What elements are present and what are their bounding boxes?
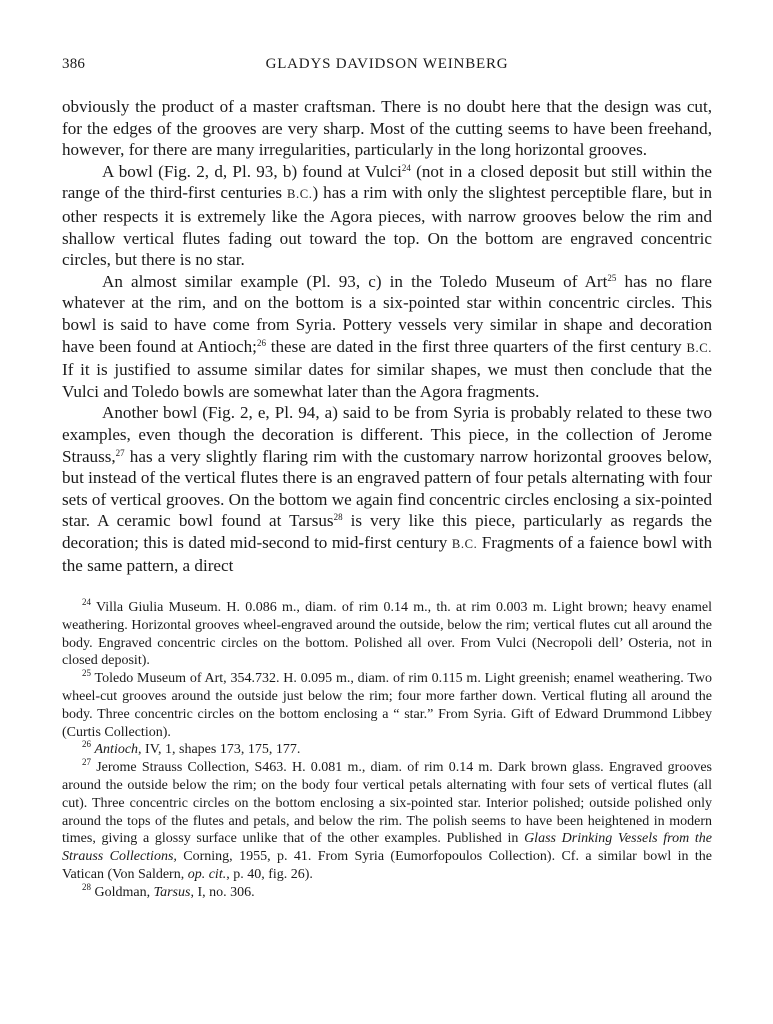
footnote-27 <box>62 759 712 884</box>
footnotes <box>62 599 712 902</box>
footnote-text: , p. 40, fig. 26). <box>226 867 313 883</box>
footnote-text: Toledo Museum of Art, 354.732. H. 0.095 m., diam. of rim 0.115 m. Light greenish; enamel weathering. Two wheel-cut grooves around the outside just below the rim; four more farther down. Vertical fluting all around the body. Three concentric circles on the bottom enclosing a “ star.” From Syria. Gift of Edward Drummond Libbey (Curtis Collection). <box>62 671 712 740</box>
footnote-28 <box>62 881 712 902</box>
footnote-title: Glass Drinking Vessels from the Strauss Collections, <box>62 831 712 865</box>
footnote-26 <box>62 741 712 759</box>
footnote-24 <box>62 599 712 670</box>
footnote-text: Goldman, <box>91 884 154 900</box>
page <box>62 56 712 902</box>
footnote-25 <box>62 670 712 741</box>
footnote-text: , I, no. 306. <box>190 884 255 900</box>
footnote-number: 25 <box>82 668 91 679</box>
paragraph-2 <box>62 161 712 271</box>
footnote-number: 27 <box>82 757 91 768</box>
running-head: GLADYS DAVIDSON WEINBERG <box>265 56 509 72</box>
footnote-ref-26[interactable]: 26 <box>256 337 266 348</box>
paragraph-4-part-d: Fragments of a faience bowl with the same pattern, a direct <box>62 532 712 576</box>
footnote-text: Corning, 1955, p. 41. From Syria (Eumorfopoulos Collection). Cf. a similar bowl in the Vatican (Von Saldern, <box>62 849 712 883</box>
era-abbrev: B.C. <box>686 340 712 355</box>
paragraph-2-part-a: A bowl (Fig. 2, d, Pl. 93, b) found at Vulci <box>102 161 402 181</box>
paragraph-2-part-b: (not in a closed deposit but still within the range of the third-first centuries <box>62 161 712 203</box>
footnote-number: 26 <box>82 739 91 750</box>
footnote-title: Antioch <box>94 742 139 758</box>
body-text <box>62 96 712 577</box>
paragraph-4-part-a: Another bowl (Fig. 2, e, Pl. 94, a) said to be from Syria is probably related to these two examples, even though the decoration is different. This piece, in the collection of Jerome Strauss, <box>62 403 712 466</box>
footnote-ref-27[interactable]: 27 <box>115 447 125 458</box>
paragraph-4-part-c: is very like this piece, particularly as regards the decoration; this is dated mid-second to mid-first century <box>62 511 712 552</box>
paragraph-4 <box>62 402 712 577</box>
era-abbrev: B.C. <box>451 536 478 551</box>
paragraph-3-part-b: has no flare whatever at the rim, and on the bottom is a six-pointed star within concentric circles. This bowl is said to have come from Syria. Pottery vessels very similar in shape and decoration have been found at Antioch; <box>62 271 712 356</box>
paragraph-4-part-b: has a very slightly flaring rim with the customary narrow horizontal grooves below, but instead of the vertical flutes there is an engraved pattern of four petals alternating with four sets of vertical grooves. On the bottom we again find concentric circles enclosing a six-pointed star. A ceramic bowl found at Tarsus <box>62 446 712 531</box>
era-abbrev: B.C. <box>287 187 313 202</box>
footnote-ref-25[interactable]: 25 <box>607 272 617 283</box>
footnote-text: , IV, 1, shapes 173, 175, 177. <box>138 742 301 758</box>
footnote-number: 28 <box>82 881 91 892</box>
paragraph-2-part-c: ) has a rim with only the slightest perceptible flare, but in other respects it is extremely like the Agora pieces, with narrow grooves below the rim and shallow vertical flutes fading out toward the top. On the bottom are engraved concentric circles, but there is no star. <box>62 183 712 270</box>
paragraph-3-part-a: An almost similar example (Pl. 93, c) in the Toledo Museum of Art <box>102 271 608 291</box>
footnote-number: 24 <box>82 597 91 608</box>
page-number: 386 <box>62 56 86 72</box>
footnote-title: Tarsus <box>153 884 191 900</box>
paragraph-3-part-d: If it is justified to assume similar dates for similar shapes, we must then conclude that the Vulci and Toledo bowls are somewhat later than the Agora fragments. <box>62 360 712 401</box>
footnote-text: Villa Giulia Museum. H. 0.086 m., diam. of rim 0.14 m., th. at rim 0.003 m. Light brown; heavy enamel weathering. Horizontal grooves wheel-engraved around the outside, below the rim; vertical flutes cut all around the body. Engraved concentric circles on the bottom. Polished all over. From Vulci (Necropoli dell’ Osteria, not in closed deposit). <box>62 600 712 669</box>
footnote-ref-24[interactable]: 24 <box>401 162 411 173</box>
paragraph-3-part-c: these are dated in the first three quarters of the first century <box>265 336 687 356</box>
footnote-text: Jerome Strauss Collection, S463. H. 0.081 m., diam. of rim 0.14 m. Dark brown glass. Engraved grooves around the outside below the rim; on the body four vertical petals alternating with four sets of vertical flutes (all cut). Three concentric circles on the bottom enclosing a six-pointed star. Interior polished; outside polished only around the tops of the flutes and petals, and below the rim. The polish seems to have been heightened in modern times, giving a glossy surface unlike that of the other examples. Published in <box>62 760 712 847</box>
footnote-ref-28[interactable]: 28 <box>333 512 343 523</box>
paragraph-3 <box>62 271 712 403</box>
footnote-op-cit: op. cit. <box>187 867 227 883</box>
paragraph-1: obviously the product of a master craftsman. There is no doubt here that the design was cut, for the edges of the grooves are very sharp. Most of the cutting seems to have been freehand, however, for there are many irregularities, particularly in the long horizontal grooves. <box>62 97 712 160</box>
page-header <box>62 56 712 84</box>
